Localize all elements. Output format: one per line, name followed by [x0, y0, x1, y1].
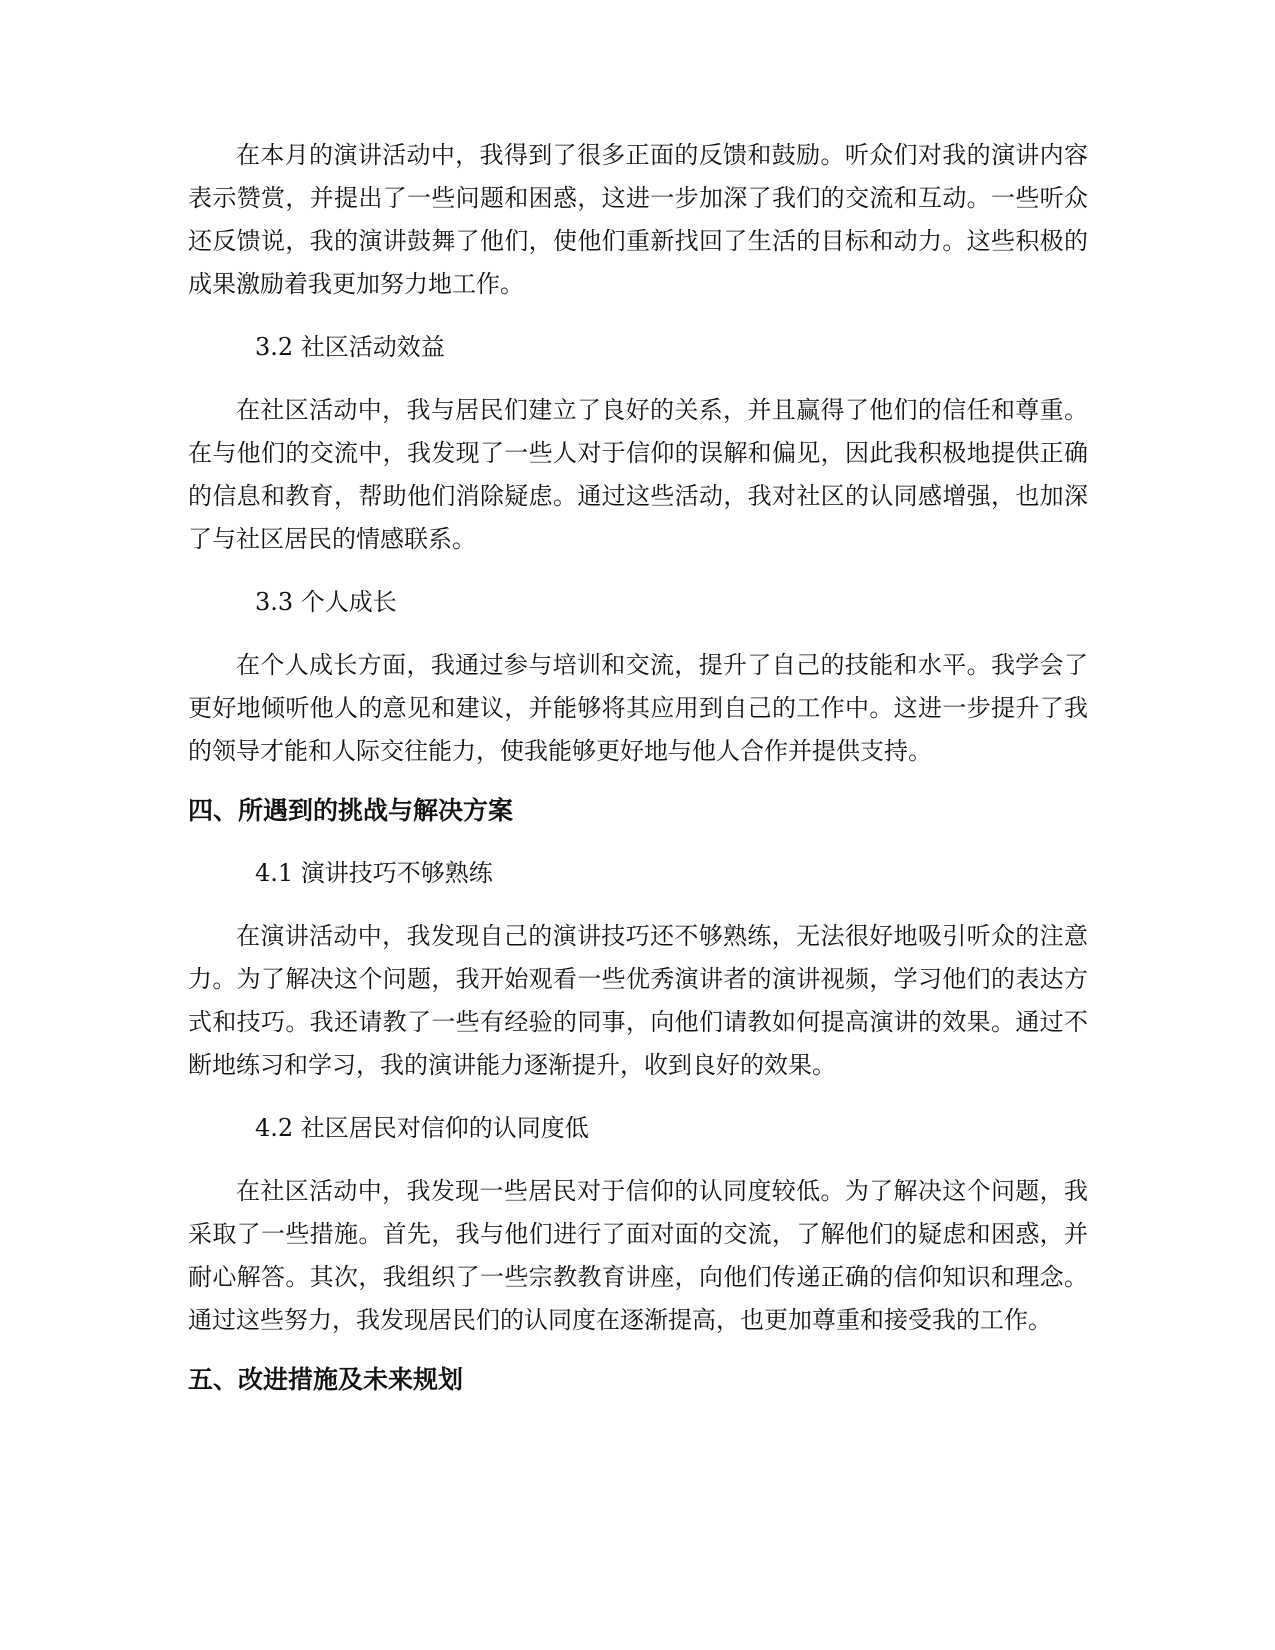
- paragraph-speech-skills: 在演讲活动中，我发现自己的演讲技巧还不够熟练，无法很好地吸引听众的注意力。为了解决这个问题，我开始观看一些优秀演讲者的演讲视频，学习他们的表达方式和技巧。我还请教了一些有经验的同事，向他们请教如何提高演讲的效果。通过不断地练习和学习，我的演讲能力逐渐提升，收到良好的效果。: [188, 922, 1088, 1079]
- paragraph-feedback: 在本月的演讲活动中，我得到了很多正面的反馈和鼓励。听众们对我的演讲内容表示赞赏，并提出了一些问题和困惑，这进一步加深了我们的交流和互动。一些听众还反馈说，我的演讲鼓舞了他们，使他们重新找回了生活的目标和动力。这些积极的成果激励着我更加努力地工作。: [188, 141, 1088, 298]
- subheading-4-1: 4.1 演讲技巧不够熟练: [255, 859, 493, 887]
- paragraph-belief-recognition: 在社区活动中，我发现一些居民对于信仰的认同度较低。为了解决这个问题，我采取了一些措施。首先，我与他们进行了面对面的交流，了解他们的疑虑和困惑，并耐心解答。其次，我组织了一些宗教教育讲座，向他们传递正确的信仰知识和理念。通过这些努力，我发现居民们的认同度在逐渐提高，也更加尊重和接受我的工作。: [188, 1177, 1088, 1334]
- paragraph-personal-growth: 在个人成长方面，我通过参与培训和交流，提升了自己的技能和水平。我学会了更好地倾听他人的意见和建议，并能够将其应用到自己的工作中。这进一步提升了我的领导才能和人际交往能力，使我能够更好地与他人合作并提供支持。: [188, 651, 1088, 765]
- subheading-3-2: 3.2 社区活动效益: [255, 333, 445, 361]
- subheading-3-3: 3.3 个人成长: [255, 588, 397, 616]
- document-page: [188, 134, 1088, 1417]
- subheading-4-2: 4.2 社区居民对信仰的认同度低: [255, 1114, 589, 1142]
- section-heading-5: 五、改进措施及未来规划: [188, 1365, 464, 1394]
- section-heading-4: 四、所遇到的挑战与解决方案: [188, 796, 514, 825]
- paragraph-community-benefits: 在社区活动中，我与居民们建立了良好的关系，并且赢得了他们的信任和尊重。在与他们的交流中，我发现了一些人对于信仰的误解和偏见，因此我积极地提供正确的信息和教育，帮助他们消除疑虑。通过这些活动，我对社区的认同感增强，也加深了与社区居民的情感联系。: [188, 396, 1088, 553]
